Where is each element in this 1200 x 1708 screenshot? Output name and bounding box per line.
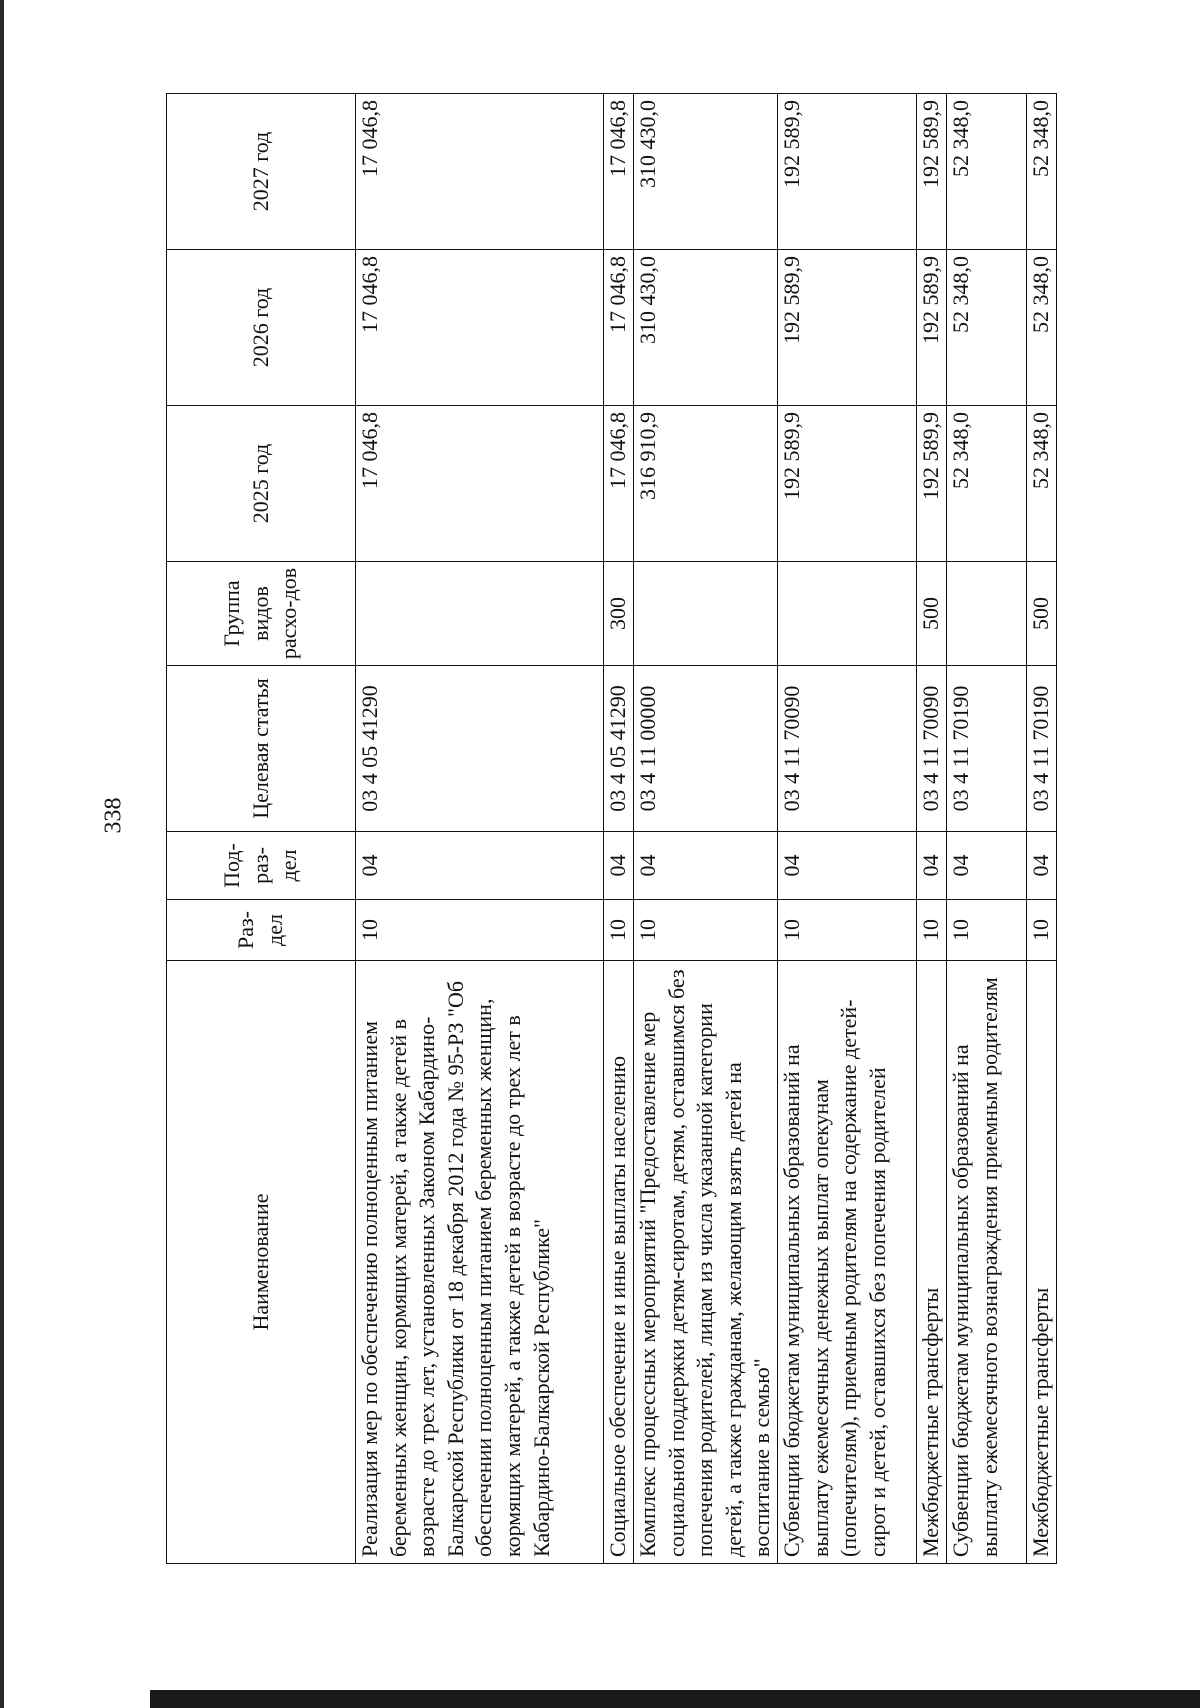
row-year-2025: 52 348,0 xyxy=(946,406,1026,562)
row-razdel: 10 xyxy=(604,900,634,961)
row-target-article: 03 4 11 70190 xyxy=(946,666,1026,832)
row-name: Межбюджетные трансферты xyxy=(916,961,946,1564)
row-year-2026: 192 589,9 xyxy=(916,250,946,406)
row-podrazdel: 04 xyxy=(916,832,946,900)
row-razdel: 10 xyxy=(777,900,916,961)
row-razdel: 10 xyxy=(946,900,1026,961)
budget-table xyxy=(166,93,1057,1564)
row-podrazdel: 04 xyxy=(356,832,604,900)
table-row xyxy=(777,94,916,1564)
header-year-2027: 2027 год xyxy=(167,94,356,250)
row-year-2025: 52 348,0 xyxy=(1026,406,1056,562)
row-name: Комплекс процессных мероприятий "Предоставление мер социальной поддержки детям-сиротам, детям, оставшимся без попечения родителей, лицам из числа указанной категории детей, а также гражданам, желающим взять детей на воспитание в семью" xyxy=(634,961,778,1564)
row-year-2027: 192 589,9 xyxy=(916,94,946,250)
row-expense-group: 300 xyxy=(604,562,634,666)
row-year-2027: 17 046,8 xyxy=(356,94,604,250)
row-expense-group: 500 xyxy=(1026,562,1056,666)
row-year-2025: 17 046,8 xyxy=(356,406,604,562)
row-expense-group xyxy=(634,562,778,666)
row-year-2026: 310 430,0 xyxy=(634,250,778,406)
row-expense-group: 500 xyxy=(916,562,946,666)
header-year-2026: 2026 год xyxy=(167,250,356,406)
row-podrazdel: 04 xyxy=(604,832,634,900)
row-year-2026: 17 046,8 xyxy=(604,250,634,406)
row-razdel: 10 xyxy=(356,900,604,961)
header-razdel: Раз-дел xyxy=(167,900,356,961)
row-podrazdel: 04 xyxy=(777,832,916,900)
table-row xyxy=(604,94,634,1564)
table-row xyxy=(356,94,604,1564)
page-number: 338 xyxy=(100,797,127,834)
row-year-2027: 192 589,9 xyxy=(777,94,916,250)
row-year-2027: 17 046,8 xyxy=(604,94,634,250)
row-year-2026: 52 348,0 xyxy=(1026,250,1056,406)
table-header-row xyxy=(167,94,356,1564)
row-razdel: 10 xyxy=(1026,900,1056,961)
row-target-article: 03 4 11 70090 xyxy=(777,666,916,832)
row-name: Межбюджетные трансферты xyxy=(1026,961,1056,1564)
row-year-2026: 17 046,8 xyxy=(356,250,604,406)
row-target-article: 03 4 05 41290 xyxy=(604,666,634,832)
table-row xyxy=(946,94,1026,1564)
row-name: Социальное обеспечение и иные выплаты населению xyxy=(604,961,634,1564)
row-podrazdel: 04 xyxy=(634,832,778,900)
header-name: Наименование xyxy=(167,961,356,1564)
header-expense-group: Группа видов расхо-дов xyxy=(167,562,356,666)
header-podrazdel: Под-раз-дел xyxy=(167,832,356,900)
row-expense-group xyxy=(356,562,604,666)
scan-edge-left xyxy=(0,0,4,1708)
row-podrazdel: 04 xyxy=(1026,832,1056,900)
row-year-2027: 52 348,0 xyxy=(946,94,1026,250)
table-row xyxy=(916,94,946,1564)
row-name: Реализация мер по обеспечению полноценным питанием беременных женщин, кормящих матерей, а также детей в возрасте до трех лет, установленных Законом Кабардино-Балкарской Республики от 18 декабря 2012 года № 95-РЗ "Об обеспечении полноценным питанием беременных женщин, кормящих матерей, а также детей в возрасте до трех лет в Кабардино-Балкарской Республике" xyxy=(356,961,604,1564)
row-target-article: 03 4 11 70090 xyxy=(916,666,946,832)
row-expense-group xyxy=(946,562,1026,666)
scan-edge-bottom xyxy=(150,1690,1200,1708)
row-target-article: 03 4 05 41290 xyxy=(356,666,604,832)
row-target-article: 03 4 11 70190 xyxy=(1026,666,1056,832)
header-target-article: Целевая статья xyxy=(167,666,356,832)
row-expense-group xyxy=(777,562,916,666)
header-year-2025: 2025 год xyxy=(167,406,356,562)
row-year-2026: 52 348,0 xyxy=(946,250,1026,406)
row-year-2026: 192 589,9 xyxy=(777,250,916,406)
row-name: Субвенции бюджетам муниципальных образований на выплату ежемесячных денежных выплат опекунам (попечителям), приемным родителям на содержание детей-сирот и детей, оставшихся без попечения родителей xyxy=(777,961,916,1564)
rotated-table-frame xyxy=(166,94,1053,1564)
row-year-2025: 17 046,8 xyxy=(604,406,634,562)
row-podrazdel: 04 xyxy=(946,832,1026,900)
row-year-2027: 52 348,0 xyxy=(1026,94,1056,250)
row-name: Субвенции бюджетам муниципальных образований на выплату ежемесячного вознаграждения приемным родителям xyxy=(946,961,1026,1564)
row-razdel: 10 xyxy=(916,900,946,961)
row-year-2025: 192 589,9 xyxy=(777,406,916,562)
row-year-2025: 192 589,9 xyxy=(916,406,946,562)
table-row xyxy=(1026,94,1056,1564)
table-row xyxy=(634,94,778,1564)
row-razdel: 10 xyxy=(634,900,778,961)
row-year-2025: 316 910,9 xyxy=(634,406,778,562)
row-target-article: 03 4 11 00000 xyxy=(634,666,778,832)
row-year-2027: 310 430,0 xyxy=(634,94,778,250)
